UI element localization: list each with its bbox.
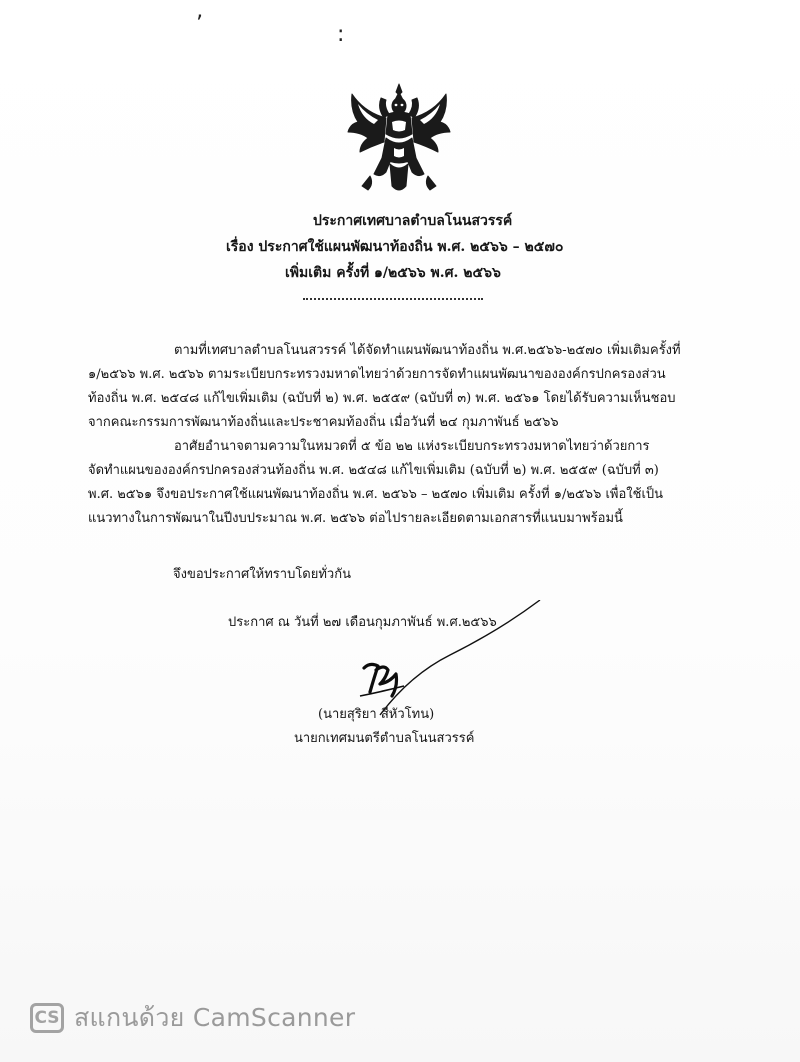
handwritten-signature: [300, 600, 550, 720]
date-line: ประกาศ ณ วันที่ ๒๗ เดือนกุมภาพันธ์ พ.ศ.๒๕๖๖: [228, 615, 497, 630]
body-line: พ.ศ. ๒๕๖๑ จึงขอประกาศใช้แผนพัฒนาท้องถิ่น พ.ศ. ๒๕๖๖ – ๒๕๗๐ เพิ่มเติม ครั้งที่ ๑/๒๕๖๖ เพื่อใช้เป็น: [88, 487, 664, 502]
announcement-line: จึงขอประกาศให้ทราบโดยทั่วกัน: [173, 567, 351, 582]
body-line: ตามที่เทศบาลตำบลโนนสวรรค์ ได้จัดทำแผนพัฒนาท้องถิ่น พ.ศ.๒๕๖๖-๒๕๗๐ เพิ่มเติมครั้งที่: [174, 343, 681, 358]
scan-speck: :: [337, 22, 345, 47]
camscanner-watermark: [30, 998, 355, 1038]
body-line: ท้องถิ่น พ.ศ. ๒๕๔๘ แก้ไขเพิ่มเติม (ฉบับที่ ๒) พ.ศ. ๒๕๕๙ (ฉบับที่ ๓) พ.ศ. ๒๕๖๑ โดยได้รับความเห็นชอบ: [88, 391, 676, 406]
garuda-emblem-icon: [344, 82, 454, 198]
signatory-position: นายกเทศมนตรีตำบลโนนสวรรค์: [294, 731, 475, 746]
document-title: ประกาศเทศบาลตำบลโนนสวรรค์: [313, 213, 513, 229]
document-subject: เรื่อง ประกาศใช้แผนพัฒนาท้องถิ่น พ.ศ. ๒๕๖๖ – ๒๕๗๐: [226, 239, 564, 255]
scan-speck: ’: [196, 12, 203, 37]
body-line: ๑/๒๕๖๖ พ.ศ. ๒๕๖๖ ตามระเบียบกระทรวงมหาดไทยว่าด้วยการจัดทำแผนพัฒนาขององค์กรปกครองส่วน: [88, 367, 666, 382]
body-line: อาศัยอำนาจตามความในหมวดที่ ๕ ข้อ ๒๒ แห่งระเบียบกระทรวงมหาดไทยว่าด้วยการ: [174, 439, 650, 454]
header-divider: [303, 298, 483, 300]
body-line: จัดทำแผนขององค์กรปกครองส่วนท้องถิ่น พ.ศ. ๒๕๔๘ แก้ไขเพิ่มเติม (ฉบับที่ ๒) พ.ศ. ๒๕๕๙ (ฉบับที่ ๓): [88, 463, 659, 478]
camscanner-text: สแกนด้วย CamScanner: [74, 1003, 356, 1032]
document-supplement: เพิ่มเติม ครั้งที่ ๑/๒๕๖๖ พ.ศ. ๒๕๖๖: [285, 265, 501, 281]
body-line: จากคณะกรรมการพัฒนาท้องถิ่นและประชาคมท้องถิ่น เมื่อวันที่ ๒๔ กุมภาพันธ์ ๒๕๖๖: [88, 415, 559, 430]
body-line: แนวทางในการพัฒนาในปีงบประมาณ พ.ศ. ๒๕๖๖ ต่อไปรายละเอียดตามเอกสารที่แนบมาพร้อมนี้: [88, 511, 623, 526]
signatory-name: (นายสุริยา สีหัวโทน): [318, 707, 435, 722]
camscanner-logo-icon: CS: [30, 1003, 64, 1033]
